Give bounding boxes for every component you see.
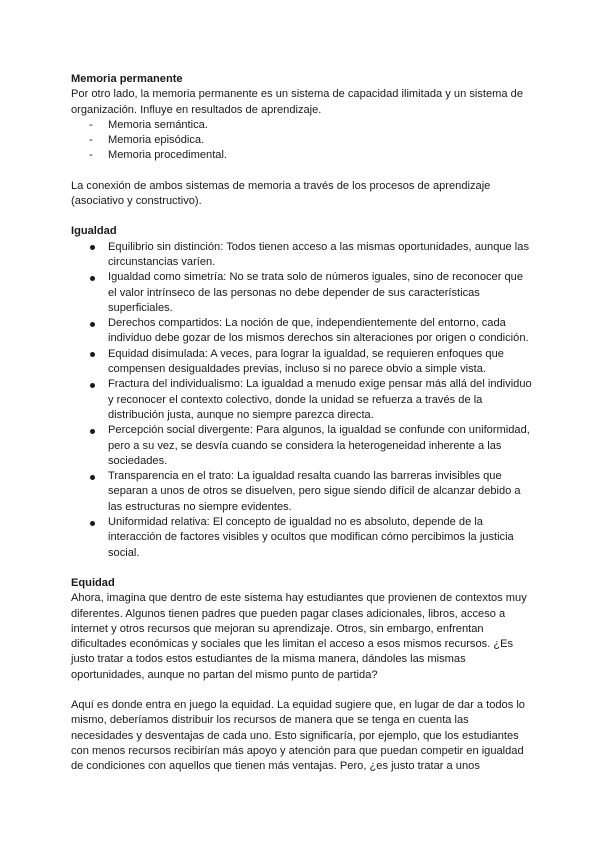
bullet-icon <box>90 521 95 526</box>
bullet-icon <box>90 322 95 327</box>
list-item: Derechos compartidos: La noción de que, independientemente del entorno, cada individuo debe gozar de los mismos derechos sin alteraciones por origen o condición. <box>71 316 533 347</box>
list-item: Igualdad como simetría: No se trata solo de números iguales, sino de reconocer que el valor intrínseco de las personas no debe depender de sus características superficiales. <box>71 270 533 316</box>
list-item: Equidad disimulada: A veces, para lograr la igualdad, se requieren enfoques que compensen desigualdades previas, incluso si no parece obvio a simple vista. <box>71 347 533 378</box>
memoria-types-list <box>71 118 533 164</box>
list-item: - Memoria episódica. <box>71 133 533 148</box>
list-item: - Memoria procedimental. <box>71 148 533 163</box>
memoria-conexion: La conexión de ambos sistemas de memoria a través de los procesos de aprendizaje (asociativo y constructivo). <box>71 179 491 208</box>
list-item: Uniformidad relativa: El concepto de igualdad no es absoluto, depende de la interacción de factores visibles y ocultos que modifican cómo percibimos la justicia social. <box>71 515 533 561</box>
bullet-icon <box>90 429 95 434</box>
list-item: Percepción social divergente: Para algunos, la igualdad se confunde con uniformidad, pero a su vez, se desvía cuando se considera la heterogeneidad inherente a las sociedades. <box>71 423 533 469</box>
igualdad-list <box>71 240 533 561</box>
list-item: - Memoria semántica. <box>71 118 533 133</box>
heading-igualdad: Igualdad <box>71 225 117 238</box>
memoria-intro: Por otro lado, la memoria permanente es un sistema de capacidad ilimitada y un sistema de organización. Influye en resultados de aprendizaje. <box>71 88 523 116</box>
equidad-paragraph-1: Ahora, imagina que dentro de este sistema hay estudiantes que provienen de contextos muy diferentes. Algunos tienen padres que pueden pagar clases adicionales, libros, acceso a internet y otros recursos que mejoran su aprendizaje. Otros, sin embargo, enfrentan dificultades económicas y sociales que les limitan el acceso a esos mismos recursos. ¿Es justo tratar a todos estos estudiantes de la misma manera, dándoles las mismas oportunidades, aunque no partan del mismo punto de partida? <box>71 592 527 681</box>
list-item: Transparencia en el trato: La igualdad resalta cuando las barreras invisibles que separan a unos de otros se disuelven, pero sigue siendo difícil de alcanzar debido a las estructuras no siempre evidentes. <box>71 469 533 515</box>
list-item: Equilibrio sin distinción: Todos tienen acceso a las mismas oportunidades, aunque las circunstancias varíen. <box>71 240 533 271</box>
bullet-icon <box>90 276 95 281</box>
equidad-paragraph-2: Aquí es donde entra en juego la equidad. La equidad sugiere que, en lugar de dar a todos lo mismo, deberíamos distribuir los recursos de manera que se tenga en cuenta las necesidades y desventajas de cada uno. Esto significaría, por ejemplo, que los estudiantes con menos recursos recibirían más apoyo y atención para que puedan competir en igualdad de condiciones con aquellos que tienen más ventajas. Pero, ¿es justo tratar a unos <box>71 698 525 773</box>
bullet-icon <box>90 352 95 357</box>
document-content <box>71 72 533 774</box>
list-item: Fractura del individualismo: La igualdad a menudo exige pensar más allá del individuo y reconocer el contexto colectivo, donde la unidad se refuerza a través de la distribución justa, aunque no siempre parezca directa. <box>71 377 533 423</box>
bullet-icon <box>90 245 95 250</box>
bullet-icon <box>90 475 95 480</box>
heading-memoria-permanente: Memoria permanente <box>71 73 183 85</box>
heading-equidad: Equidad <box>71 576 115 589</box>
bullet-icon <box>90 383 95 388</box>
